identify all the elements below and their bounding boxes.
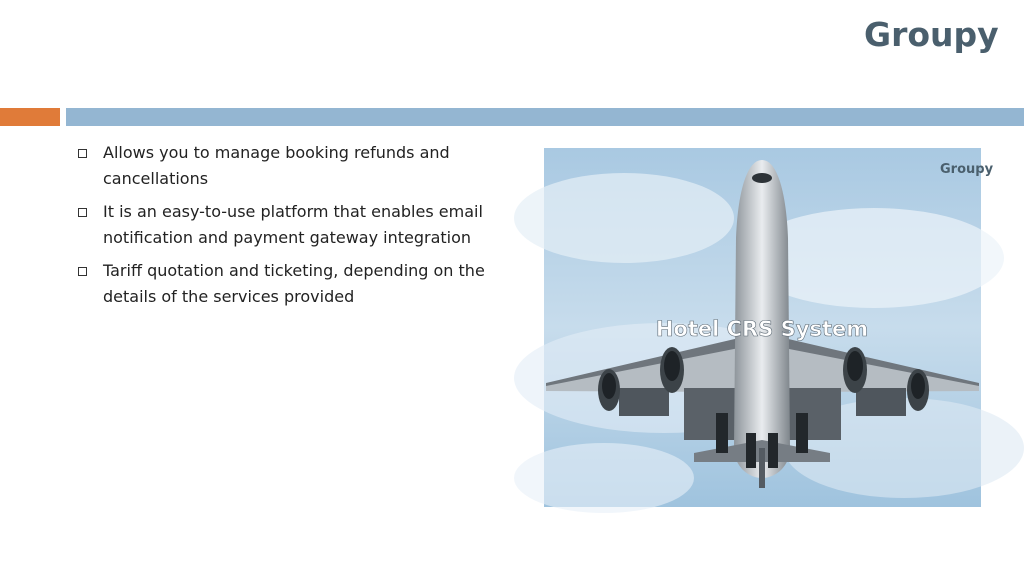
bullet-item	[78, 199, 498, 251]
image-logo-text: Groupy	[940, 162, 994, 177]
bullet-item	[78, 140, 498, 192]
groupy-logo	[862, 14, 1014, 56]
bullet-list	[78, 140, 498, 317]
bullet-text: It is an easy-to-use platform that enables email notification and payment gateway integration	[103, 202, 483, 247]
accent-bar-blue	[66, 108, 1024, 126]
bullet-text: Tariff quotation and ticketing, depending on the details of the services provided	[103, 261, 485, 306]
logo-text: Groupy	[864, 15, 999, 54]
accent-bar-orange	[0, 108, 60, 126]
bullet-text: Allows you to manage booking refunds and cancellations	[103, 143, 450, 188]
image-caption: Hotel CRS System	[655, 317, 869, 341]
square-bullet-icon	[78, 208, 87, 217]
bullet-item	[78, 258, 498, 310]
square-bullet-icon	[78, 267, 87, 276]
square-bullet-icon	[78, 149, 87, 158]
airplane-photo	[544, 148, 994, 507]
